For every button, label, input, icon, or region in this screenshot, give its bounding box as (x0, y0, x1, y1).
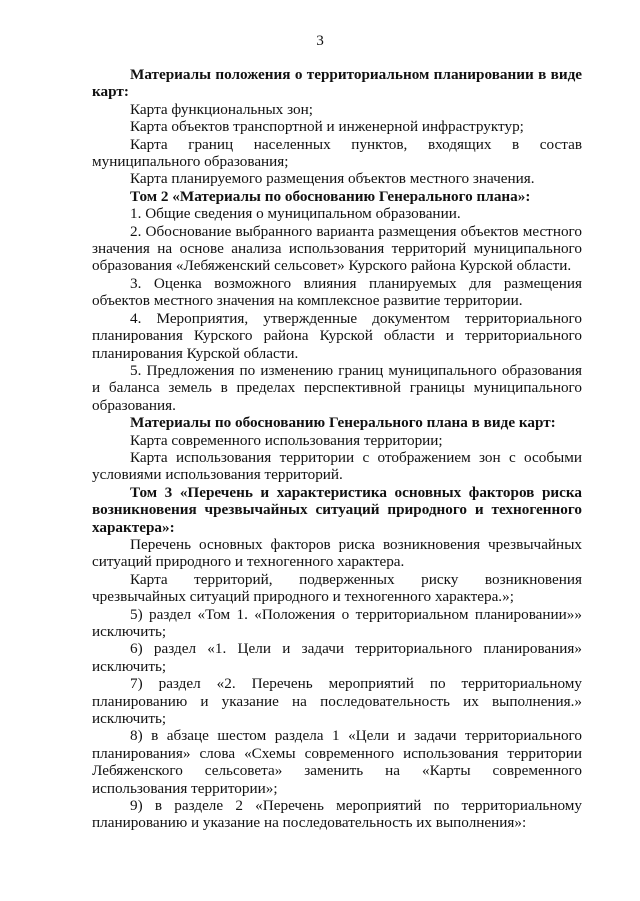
list-item-map-infrastructure: Карта объектов транспортной и инженерной инфраструктур; (130, 118, 524, 136)
amendment-item-8: 8) в абзаце шестом раздела 1 «Цели и задачи территориального планирования» слова «Схемы современного использования территории Лебяженского сельсовета» заменить на «Карты современного использования территории»; (92, 727, 582, 797)
paragraph-item-3: 3. Оценка возможного влияния планируемых для размещения объектов местного значения на комплексное развитие территории. (92, 274, 582, 310)
list-item-map-functional-zones: Карта функциональных зон; (130, 100, 313, 118)
paragraph-item-2: 2. Обоснование выбранного варианта размещения объектов местного значения на основе анализа использования территорий муниципального образования «Лебяженский сельсовет» Курского района Курской области. (92, 222, 582, 275)
amendment-item-5: 5) раздел «Том 1. «Положения о территориальном планировании»» исключить; (92, 605, 582, 640)
document-body (92, 66, 582, 832)
list-item-map-local-objects: Карта планируемого размещения объектов местного значения. (130, 170, 535, 188)
paragraph-item-1: 1. Общие сведения о муниципальном образовании. (130, 205, 461, 223)
list-item-map-settlement-borders: Карта границ населенных пунктов, входящих в состав муниципального образования; (92, 135, 582, 171)
heading-maps-regulations: Материалы положения о территориальном планировании в виде карт: (92, 66, 582, 101)
paragraph-item-4: 4. Мероприятия, утвержденные документом территориального планирования Курского района Курской области и территориального планирования Курской области. (92, 309, 582, 362)
heading-volume-3: Том 3 «Перечень и характеристика основных факторов риска возникновения чрезвычайных ситуаций природного и техногенного характера»: (92, 483, 582, 536)
heading-maps-justification: Материалы по обоснованию Генерального плана в виде карт: (130, 414, 556, 432)
amendment-item-7: 7) раздел «2. Перечень мероприятий по территориальному планированию и указание на последовательность их выполнения.» исключить; (92, 675, 582, 728)
list-item-map-special-zones: Карта использования территории с отображением зон с особыми условиями использования территорий. (92, 448, 582, 484)
list-item-risk-map: Карта территорий, подверженных риску возникновения чрезвычайных ситуаций природного и техногенного характера.»; (92, 570, 582, 606)
amendment-item-9: 9) в разделе 2 «Перечень мероприятий по территориальному планированию и указание на последовательность их выполнения»: (92, 797, 582, 832)
heading-volume-2: Том 2 «Материалы по обоснованию Генерального плана»: (130, 187, 531, 205)
list-item-risk-factors: Перечень основных факторов риска возникновения чрезвычайных ситуаций природного и техногенного характера. (92, 535, 582, 571)
amendment-item-6: 6) раздел «1. Цели и задачи территориального планирования» исключить; (92, 640, 582, 675)
list-item-map-current-use: Карта современного использования территории; (130, 431, 443, 449)
paragraph-item-5: 5. Предложения по изменению границ муниципального образования и баланса земель в пределах перспективной границы муниципального образования. (92, 361, 582, 414)
page-number: 3 (316, 32, 324, 49)
